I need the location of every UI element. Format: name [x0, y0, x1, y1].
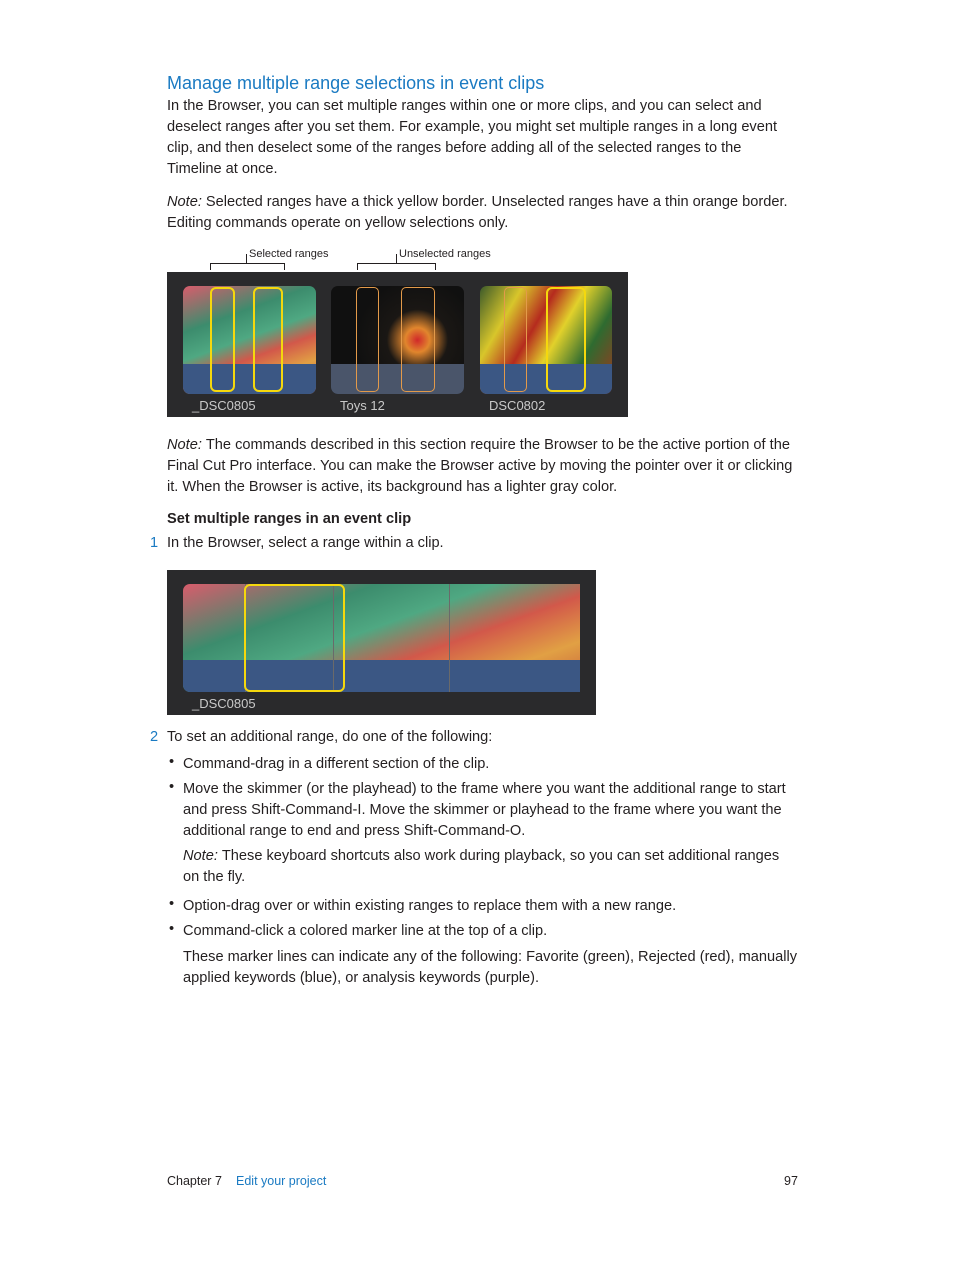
note-label: Note:: [167, 194, 202, 210]
footer-chapter: Chapter 7: [167, 1174, 222, 1188]
bullet-item: Move the skimmer (or the playhead) to the frame where you want the additional range to start and press Shift-Command-I. Move the skimmer or playhead to the frame where you want the additional range to end and press Shift-Command-O.: [183, 781, 786, 839]
unselected-range[interactable]: [401, 287, 435, 392]
selected-ranges-label: Selected ranges: [249, 248, 329, 260]
audio-waveform: [183, 660, 580, 692]
unselected-ranges-bracket: [357, 263, 436, 270]
audio-waveform: [331, 364, 464, 394]
page-number: 97: [784, 1174, 798, 1188]
intro-paragraph: In the Browser, you can set multiple ranges within one or more clips, and you can select and deselect ranges after you set them. For example, you might set multiple ranges in a long event clip, and then deselect some of the ranges before adding all of the selected ranges to the Timeline at once.: [167, 98, 778, 177]
unselected-ranges-label: Unselected ranges: [399, 248, 491, 260]
clip-thumbnail[interactable]: [331, 286, 464, 394]
section-heading: Manage multiple range selections in event clips: [167, 73, 545, 93]
clip-name: DSC0802: [489, 398, 546, 413]
marker-lines-paragraph: These marker lines can indicate any of the following: Favorite (green), Rejected (red), manually applied keywords (blue), or analysis keywords (purple).: [183, 949, 798, 986]
step-number: 1: [150, 535, 159, 551]
bullet-item: Command-drag in a different section of the clip.: [183, 756, 490, 772]
clip-name: Toys 12: [340, 398, 385, 413]
selected-bracket-stem: [246, 254, 247, 263]
clip-name: _DSC0805: [192, 398, 256, 413]
selected-ranges-bracket: [210, 263, 285, 270]
bullet-marker: •: [169, 921, 175, 937]
step-text: To set an additional range, do one of the following:: [167, 729, 493, 745]
note-text: The commands described in this section require the Browser to be the active portion of the Final Cut Pro interface. You can make the Browser active by moving the pointer over it or clicking it. When the Browser is active, its background has a lighter gray color.: [167, 437, 793, 495]
bullet-marker: •: [169, 754, 175, 770]
selected-range[interactable]: [253, 287, 283, 392]
task-subheading: Set multiple ranges in an event clip: [167, 511, 412, 527]
step-number: 2: [150, 729, 159, 745]
audio-waveform: [183, 364, 316, 394]
note-text: Selected ranges have a thick yellow border. Unselected ranges have a thin orange border. Editing commands operate on yellow selections only.: [167, 194, 788, 231]
clip-name: _DSC0805: [192, 696, 256, 711]
selected-range[interactable]: [244, 584, 345, 692]
footer-chapter-link[interactable]: Edit your project: [236, 1174, 327, 1188]
selected-range[interactable]: [546, 287, 586, 392]
note-shortcuts: [183, 846, 798, 888]
selected-range[interactable]: [210, 287, 235, 392]
note-selected-ranges: [167, 192, 797, 234]
unselected-bracket-stem: [396, 254, 397, 263]
note-label: Note:: [183, 848, 218, 864]
unselected-range[interactable]: [356, 287, 379, 392]
browser-panel-single-clip: [167, 570, 596, 715]
note-browser-active: [167, 435, 797, 498]
clip-thumbnail[interactable]: [183, 286, 316, 394]
bullet-marker: •: [169, 896, 175, 912]
frame-divider: [449, 584, 450, 692]
bullet-marker: •: [169, 779, 175, 795]
bullet-item: Command-click a colored marker line at the top of a clip.: [183, 923, 548, 939]
step-text: In the Browser, select a range within a clip.: [167, 535, 444, 551]
browser-panel: [167, 272, 628, 417]
unselected-range[interactable]: [504, 287, 527, 392]
clip-filmstrip[interactable]: [183, 584, 580, 692]
note-label: Note:: [167, 437, 202, 453]
bullet-item: Option-drag over or within existing ranges to replace them with a new range.: [183, 898, 677, 914]
note-text: These keyboard shortcuts also work during playback, so you can set additional ranges on the fly.: [183, 848, 780, 885]
